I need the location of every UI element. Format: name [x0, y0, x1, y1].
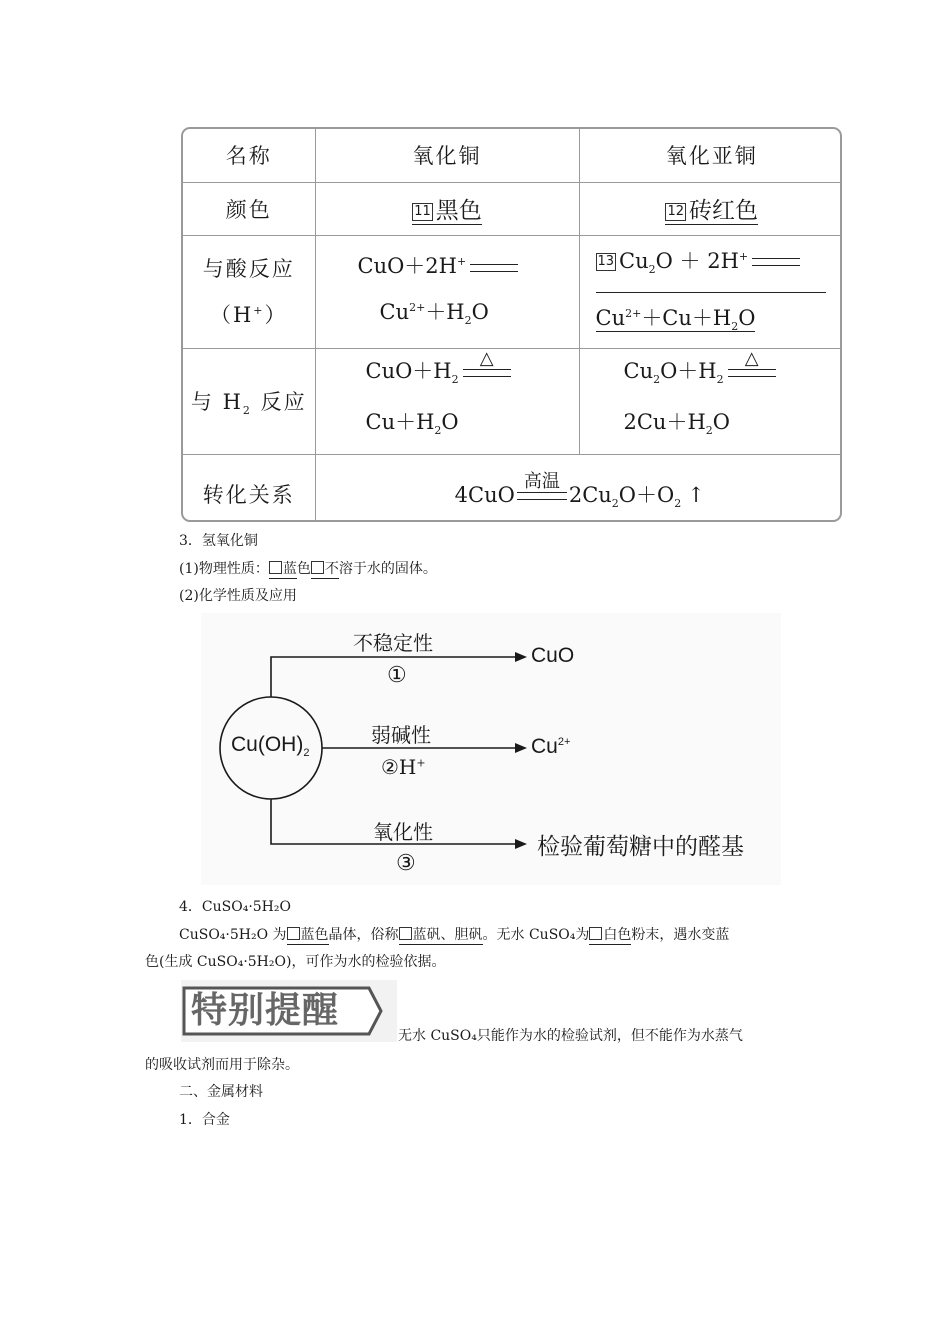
blank-box — [269, 561, 282, 574]
tip-line2: 的吸收试剂而用于除杂。 — [145, 1057, 299, 1073]
table-row-acid — [183, 235, 842, 348]
blank-box — [287, 927, 300, 940]
section-3-physical: (1)物理性质： 蓝色 不溶于水的固体。 — [179, 561, 437, 577]
heat-equals-sign — [728, 347, 776, 377]
cu2o-h2-line2: $2Cu+H_2O$ — [623, 410, 730, 438]
section-metal-alloy: 1．合金 — [179, 1112, 230, 1128]
gas-arrow-icon: ↑ — [687, 482, 705, 507]
copper-hydroxide-diagram — [201, 613, 781, 885]
acid-label-line2: （H+） — [209, 302, 288, 327]
high-temp-equals-sign — [517, 471, 567, 500]
cu2o-acid-equation — [579, 235, 842, 348]
header-name: 名称 — [183, 129, 315, 182]
center-label: $Cu(OH)_2$ — [231, 733, 310, 760]
cuo-h2-equation — [315, 348, 579, 454]
header-cuo: 氧化铜 — [315, 129, 579, 182]
branch-2-product: $Cu^{2+}$ — [531, 735, 571, 758]
section-4-title: 4．CuSO₄·5H₂O — [179, 899, 291, 915]
branch-2-bottom: ②H+ — [381, 755, 426, 779]
cuo-color-text: 黑色 — [435, 198, 482, 224]
section-3-title: 3．氢氧化铜 — [179, 533, 258, 549]
blank-box — [589, 927, 602, 940]
cu2o-color-cell — [579, 182, 842, 235]
cu2o-acid-line1: 13 $Cu_2O + 2H^+$ — [580, 236, 843, 293]
cuo-acid-line2: $Cu^{2+}+H_2O$ — [379, 300, 489, 328]
row-label-acid — [183, 235, 315, 348]
cuo-color-cell — [315, 182, 579, 235]
branch-3-bottom: ③ — [396, 851, 416, 876]
section-4-line2: 色(生成 CuSO₄·5H₂O)，可作为水的检验依据。 — [145, 954, 446, 970]
acid-label-line1: 与酸反应 — [202, 256, 295, 281]
answer-number-box: 11 — [414, 204, 431, 219]
cu2o-acid-line2: $Cu^{2+}+Cu+H_2O$ — [595, 305, 756, 333]
branch-2-top: 弱碱性 — [371, 723, 431, 747]
cu2o-h2-equation — [579, 348, 842, 454]
branch-3-product: 检验葡萄糖中的醛基 — [537, 834, 744, 860]
table-row-h2 — [183, 348, 842, 454]
section-metal-title: 二、金属材料 — [179, 1084, 263, 1100]
convert-equation: 4CuO 高温 $2Cu_2O+O_2$ ↑ — [315, 454, 842, 522]
arrow-head-2 — [515, 743, 527, 753]
arrow-head-1 — [515, 652, 527, 662]
condition-high-temp: 高温 — [523, 471, 560, 493]
heat-triangle-icon: △ — [744, 347, 759, 369]
table-header-row — [183, 129, 842, 182]
cuo-h2-line1: $CuO+H_2$ △ — [316, 350, 579, 401]
cuo-h2-line2: $Cu+H_2O$ — [365, 410, 459, 438]
answer-number-box: 12 — [667, 204, 685, 219]
special-reminder-banner — [181, 980, 397, 1042]
cuo-acid-equation — [315, 235, 579, 348]
row-label-color: 颜色 — [183, 182, 315, 235]
table-row-color — [183, 182, 842, 235]
cuo-color-answer — [412, 199, 482, 225]
branch-1-bottom: ① — [387, 663, 407, 688]
arrow-head-3 — [515, 839, 527, 849]
table-row-convert — [183, 454, 842, 522]
answer-number-box: 13 — [597, 253, 615, 269]
blank-box — [399, 927, 412, 940]
heat-triangle-icon: △ — [479, 347, 494, 369]
cu2o-color-answer — [665, 199, 758, 225]
tip-line1: 无水 CuSO₄只能作为水的检验试剂，但不能作为水蒸气 — [398, 1028, 743, 1044]
row-label-h2: 与 $H_2$ 反应 — [183, 348, 315, 454]
branch-1-top: 不稳定性 — [353, 631, 433, 655]
equals-sign — [752, 258, 800, 266]
cu2o-h2-line1: $Cu_2O+H_2$ △ — [580, 350, 843, 401]
section-3-chemical: (2)化学性质及应用 — [179, 588, 297, 604]
copper-oxide-table — [181, 127, 842, 522]
banner-text: 特别提醒 — [191, 990, 340, 1031]
row-label-convert: 转化关系 — [183, 454, 315, 522]
header-cu2o: 氧化亚铜 — [579, 129, 842, 182]
blank-box — [311, 561, 324, 574]
cuo-acid-line1: CuO＋2H+ — [316, 241, 579, 287]
heat-equals-sign — [463, 347, 511, 377]
cu2o-color-text: 砖红色 — [689, 198, 759, 224]
branch-1-product: CuO — [531, 644, 575, 667]
section-4-line1: CuSO₄·5H₂O 为 蓝色晶体，俗称 蓝矾、胆矾。无水 CuSO₄为 白色粉末，遇水变蓝 — [179, 927, 730, 943]
equals-sign — [470, 264, 518, 272]
branch-3-top: 氧化性 — [373, 820, 433, 844]
